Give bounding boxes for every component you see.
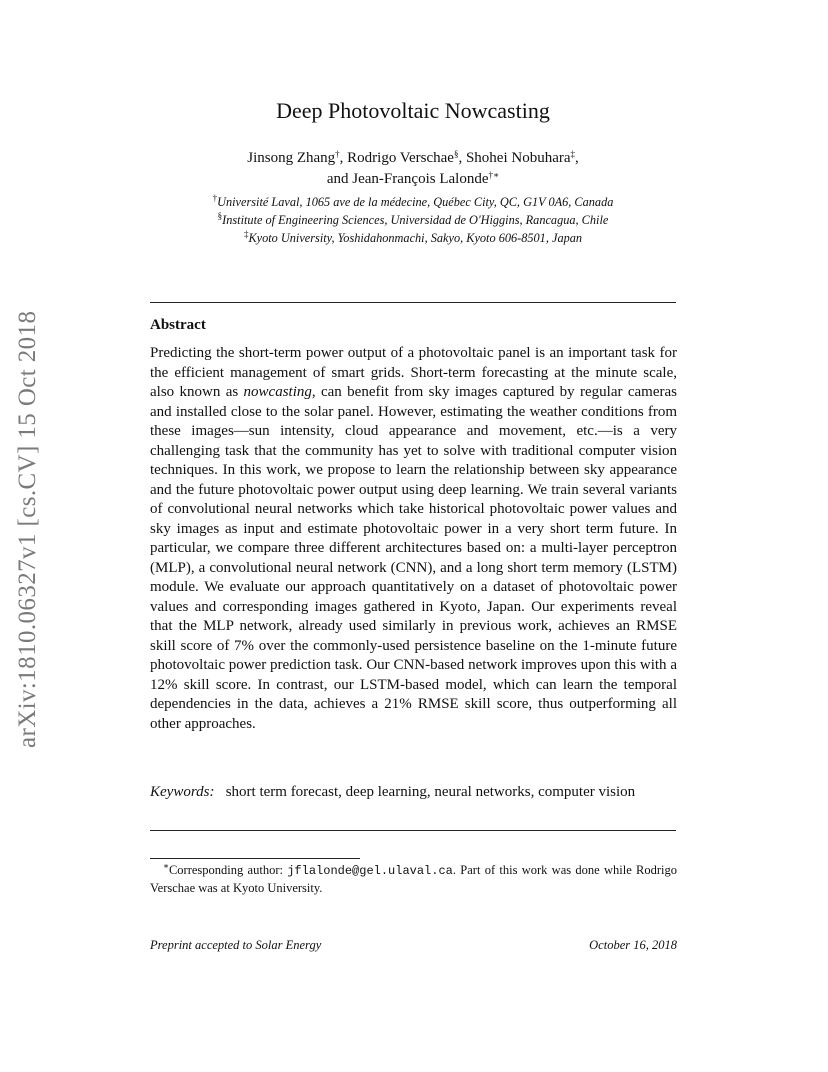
abstract-emphasis: nowcasting: [243, 384, 312, 400]
author-name: Shohei Nobuhara: [465, 150, 571, 166]
preprint-note: Preprint accepted to Solar Energy: [150, 938, 322, 952]
author-list: [150, 148, 676, 190]
author-name: Jinsong Zhang: [247, 150, 336, 166]
affiliation-list: [150, 193, 676, 247]
affiliation-text: Université Laval, 1065 ave de la médecine, Québec City, QC, G1V 0A6, Canada: [217, 195, 614, 209]
footnote-rule: [150, 858, 360, 859]
affiliation-mark: †: [212, 193, 218, 203]
corresponding-email: jflalonde@gel.ulaval.ca: [287, 864, 453, 878]
affiliation-text: Kyoto University, Yoshidahonmachi, Sakyo, Kyoto 606-8501, Japan: [248, 231, 583, 245]
footnote-mark: ∗: [162, 861, 169, 871]
author-mark: ‡: [570, 149, 575, 159]
affiliation: [150, 211, 676, 229]
footnote-text: . Part of this work was done while Rodrigo Verschae was at Kyoto University.: [150, 863, 678, 895]
abstract-text: Predicting the short-term power output of a photovoltaic panel is an important task for the efficient management of smart grids. Short-term forecasting at the minute scale, also known as: [150, 345, 677, 400]
paper-title: Deep Photovoltaic Nowcasting: [276, 98, 550, 123]
author-mark: †∗: [488, 170, 500, 180]
footnote: [150, 862, 677, 897]
keywords-list: short term forecast, deep learning, neural networks, computer vision: [225, 784, 636, 800]
author-separator: ,: [575, 150, 579, 166]
arxiv-identifier: arXiv:1810.06327v1 [cs.CV] 15 Oct 2018: [14, 310, 41, 748]
author-separator: ,: [339, 150, 348, 166]
footnote-text: Corresponding author:: [168, 863, 288, 877]
affiliation: [150, 229, 676, 247]
affiliation-mark: §: [217, 211, 223, 221]
author-name: Rodrigo Verschae: [347, 150, 454, 166]
abstract-heading: Abstract: [150, 317, 206, 333]
author-separator: ,: [458, 150, 466, 166]
author-name: and Jean-François Lalonde: [326, 171, 489, 187]
keywords-label: Keywords:: [150, 784, 215, 800]
author-mark: §: [453, 149, 459, 159]
keywords: [150, 783, 677, 803]
author-mark: †: [335, 149, 340, 159]
abstract-top-rule: [150, 302, 676, 303]
affiliation-mark: ‡: [243, 229, 249, 239]
abstract-bottom-rule: [150, 830, 676, 831]
abstract-text: , can benefit from sky images captured by regular cameras and installed close to the solar panel. However, estimating the weather conditions from these images—sun intensity, cloud appearance and movement, etc.—is a very challenging task that the community has yet to solve with traditional computer vision techniques. In this work, we propose to learn the relationship between sky appearance and the future photovoltaic power output using deep learning. We train several variants of convolutional neural networks which take historical photovoltaic power values and sky images as input and estimate photovoltaic power in a very short term future. In particular, we compare three different architectures based on: a multi-layer perceptron (MLP), a convolutional neural network (CNN), and a long short term memory (LSTM) module. We evaluate our approach quantitatively on a dataset of photovoltaic power values and corresponding images gathered in Kyoto, Japan. Our experiments reveal that the MLP network, already used similarly in previous work, achieves an RMSE skill score of 7% over the commonly-used persistence baseline on the 1-minute future photovoltaic power prediction task. Our CNN-based network improves upon this with a 12% skill score. In contrast, our LSTM-based model, which can learn the temporal dependencies in the data, achieves a 21% RMSE skill score, thus outperforming all other approaches.: [150, 384, 677, 732]
affiliation: [150, 193, 676, 211]
preprint-date: October 16, 2018: [589, 938, 677, 952]
abstract-body: [150, 344, 677, 734]
affiliation-text: Institute of Engineering Sciences, Universidad de O'Higgins, Rancagua, Chile: [222, 213, 609, 227]
